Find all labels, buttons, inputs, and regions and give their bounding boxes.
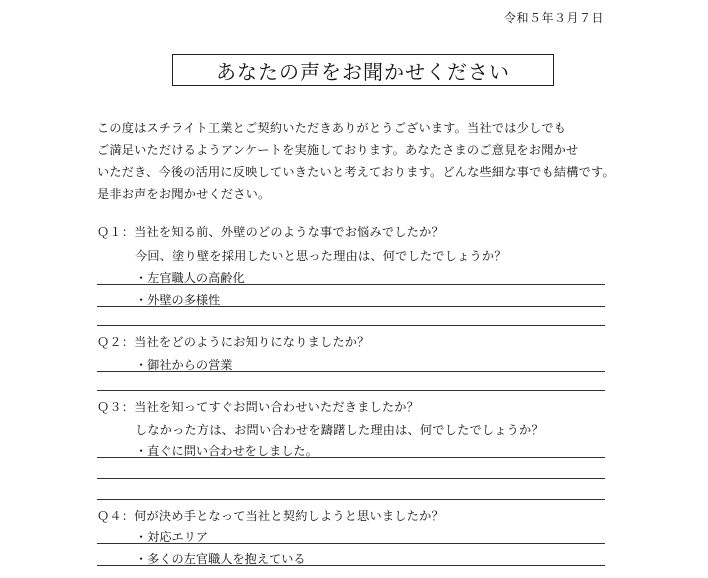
answer-line — [97, 284, 605, 285]
document-date: 令和５年３月７日 — [503, 11, 604, 25]
question-3-subquestion: しなかった方は、お問い合わせを躊躇した理由は、何でしたでしょうか？ — [135, 423, 544, 437]
answer-line — [97, 499, 605, 500]
question-4-answer-2[interactable]: ・多くの左官職人を抱えている — [135, 552, 306, 566]
survey-title-box — [172, 54, 554, 86]
intro-line: ご満足いただけるようアンケートを実施しております。あなたさまのご意見をお聞かせ — [97, 143, 579, 157]
question-4-answer-1[interactable]: ・対応エリア — [135, 530, 209, 544]
question-3-answer-1[interactable]: ・直ぐに問い合わせをしました。 — [135, 444, 318, 458]
question-1-subquestion: 今回、塗り壁を採用したいと思った理由は、何でしたでしょうか？ — [135, 249, 507, 263]
answer-line — [97, 543, 605, 544]
intro-paragraph — [97, 117, 617, 205]
question-4-label: Ｑ４：何が決め手となって当社と契約しようと思いましたか？ — [97, 509, 444, 523]
answer-line — [97, 371, 605, 372]
question-1-label: Ｑ１：当社を知る前、外壁のどのような事でお悩みでしたか？ — [97, 225, 444, 239]
answer-line — [97, 457, 605, 458]
question-1-answer-2[interactable]: ・外壁の多様性 — [135, 293, 221, 307]
question-3-label: Ｑ３：当社を知ってすぐお問い合わせいただきましたか？ — [97, 400, 420, 414]
answer-line — [97, 478, 605, 479]
answer-line — [97, 565, 605, 566]
answer-line — [97, 306, 605, 307]
intro-line: この度はスチライト工業とご契約いただきありがとうございます。当社では少しでも — [97, 121, 567, 135]
answer-line — [97, 325, 605, 326]
intro-line: 是非お声をお聞かせください。 — [97, 187, 271, 201]
question-1-answer-1[interactable]: ・左官職人の高齢化 — [135, 271, 245, 285]
answer-line — [97, 390, 605, 391]
survey-title: あなたの声をお聞かせください — [216, 59, 510, 84]
question-2-label: Ｑ２：当社をどのようにお知りになりましたか？ — [97, 335, 370, 349]
question-2-answer-1[interactable]: ・御社からの営業 — [135, 358, 233, 372]
intro-line: いただき、今後の活用に反映していきたいと考えております。どんな些細な事でも結構です。 — [97, 165, 615, 179]
